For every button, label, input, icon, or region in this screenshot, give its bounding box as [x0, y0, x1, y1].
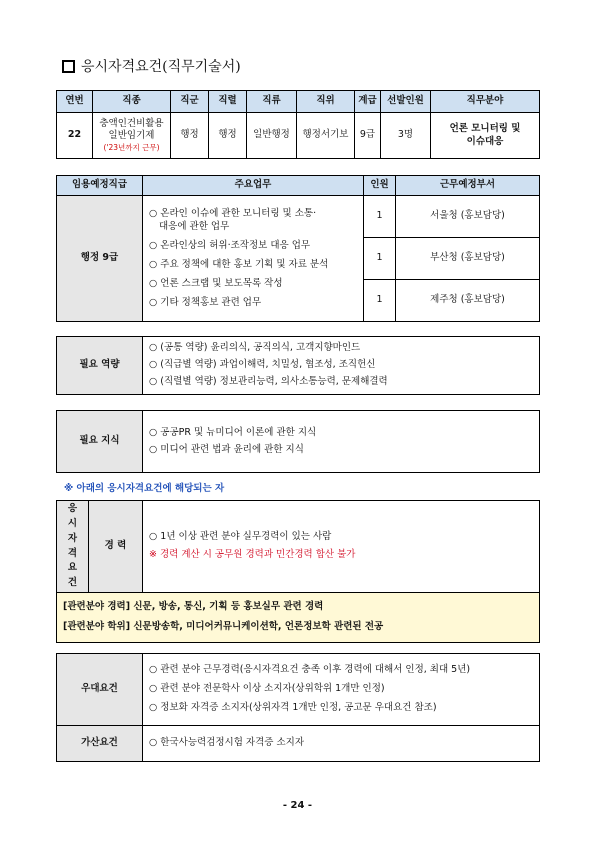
dept-count: 1: [364, 238, 396, 280]
preference-label: 우대요건: [57, 654, 143, 726]
competency-row: [57, 337, 540, 395]
duties-header-row: [57, 176, 540, 196]
job-field-line1: 언론 모니터링 및: [449, 122, 521, 134]
vert-char: 시: [67, 518, 78, 530]
duty-item: ○ 온라인 이슈에 관한 모니터링 및 소통·: [149, 207, 317, 219]
related-field-row: [57, 593, 540, 643]
job-field-cell: [431, 113, 540, 159]
hire-count: 3명: [381, 113, 431, 159]
vert-char: 응: [67, 503, 78, 515]
preference-item: ○ 정보화 자격증 소지자(상위자격 1개만 인정, 공고문 우대요건 참조): [149, 701, 437, 713]
preference-items: [143, 654, 540, 726]
career-warning: ※ 경력 계산 시 공무원 경력과 민간경력 합산 불가: [149, 549, 356, 560]
bonus-row: [57, 726, 540, 762]
header-cell: 주요업무: [143, 176, 364, 196]
job-type-note: ('23년까지 근무): [103, 143, 160, 153]
serial-number: 22: [57, 113, 93, 159]
job-group: 행정: [171, 113, 209, 159]
vert-char: 요: [67, 562, 78, 574]
competency-label: 필요 역량: [57, 337, 143, 395]
related-degree: [관련분야 학위] 신문방송학, 미디어커뮤니케이션학, 언론정보학 관련된 전공: [63, 621, 384, 632]
vert-char: 건: [67, 576, 78, 588]
duty-item: ○ 온라인상의 허위·조작정보 대응 업무: [149, 240, 311, 252]
job-type-cell: [93, 113, 171, 159]
job-position: 행정서기보: [297, 113, 355, 159]
preference-item: ○ 관련 분야 근무경력(응시자격요건 충족 이후 경력에 대해서 인정, 최대 5년): [149, 664, 471, 676]
knowledge-label: 필요 지식: [57, 411, 143, 473]
competency-item: ○ (직급별 역량) 과업이해력, 치밀성, 협조성, 조직헌신: [149, 359, 376, 371]
job-type-line2: 일반임기제: [108, 130, 155, 142]
header-cell: 근무예정부서: [396, 176, 540, 196]
header-cell: 직위: [297, 91, 355, 113]
preference-row: [57, 654, 540, 726]
planned-rank: 행정 9급: [57, 196, 143, 322]
job-class: 일반행정: [247, 113, 297, 159]
competency-item: ○ (공통 역량) 윤리의식, 공직의식, 고객지향마인드: [149, 342, 361, 354]
dept-name: 서울청 (홍보담당): [396, 196, 540, 238]
preference-table: [56, 653, 540, 762]
competency-item: ○ (직렬별 역량) 정보관리능력, 의사소통능력, 문제해결력: [149, 375, 388, 387]
job-info-header-row: [57, 91, 540, 113]
career-item: ○ 1년 이상 관련 분야 실무경력이 있는 사람: [149, 531, 332, 543]
bonus-item: ○ 한국사능력검정시험 자격증 소지자: [143, 726, 540, 762]
related-field-cell: [57, 593, 540, 643]
career-label: 경 력: [89, 501, 143, 593]
header-cell: 계급: [355, 91, 381, 113]
job-grade: 9급: [355, 113, 381, 159]
job-info-row: [57, 113, 540, 159]
duty-item-cont: 대응에 관한 업무: [159, 221, 230, 233]
checkbox-square-icon: [62, 60, 75, 73]
header-cell: 직종: [93, 91, 171, 113]
dept-count: 1: [364, 196, 396, 238]
header-cell: 인원: [364, 176, 396, 196]
related-career: [관련분야 경력] 신문, 방송, 통신, 기획 등 홍보실무 관련 경력: [63, 601, 324, 613]
header-cell: 임용예정직급: [57, 176, 143, 196]
knowledge-items: [143, 411, 540, 473]
duties-row: [57, 196, 540, 238]
knowledge-table: [56, 410, 540, 473]
main-duties-cell: [143, 196, 364, 322]
section-title-text: 응시자격요건(직무기술서): [81, 59, 241, 75]
vert-char: 자: [67, 532, 78, 544]
dept-count: 1: [364, 280, 396, 322]
career-items: [143, 501, 540, 593]
job-info-table: [56, 90, 540, 159]
qualification-note: ※ 아래의 응시자격요건에 해당되는 자: [64, 483, 225, 494]
qualification-vertical-label: [57, 501, 89, 593]
knowledge-row: [57, 411, 540, 473]
duty-item: ○ 주요 정책에 대한 홍보 기획 및 자료 분석: [149, 259, 329, 270]
header-cell: 직류: [247, 91, 297, 113]
knowledge-item: ○ 미디어 관련 법과 윤리에 관한 지식: [149, 443, 304, 455]
header-cell: 연번: [57, 91, 93, 113]
page-number: - 24 -: [282, 800, 313, 811]
header-cell: 직군: [171, 91, 209, 113]
preference-item: ○ 관련 분야 전문학사 이상 소지자(상위학위 1개만 인정): [149, 683, 385, 695]
vert-char: 격: [67, 547, 78, 559]
qualification-table: [56, 500, 540, 643]
header-cell: 직무분야: [431, 91, 540, 113]
dept-name: 제주청 (홍보담당): [396, 280, 540, 322]
header-cell: 선발인원: [381, 91, 431, 113]
job-field-line2: 이슈대응: [466, 135, 504, 147]
job-type-line1: 충액인건비활용: [99, 117, 164, 129]
bonus-label: 가산요건: [57, 726, 143, 762]
job-series: 행정: [209, 113, 247, 159]
competency-items: [143, 337, 540, 395]
duty-item: ○ 기타 정책홍보 관련 업무: [149, 296, 262, 308]
knowledge-item: ○ 공공PR 및 뉴미디어 이론에 관한 지식: [149, 426, 317, 438]
career-row: [57, 501, 540, 593]
dept-name: 부산청 (홍보담당): [396, 238, 540, 280]
header-cell: 직렬: [209, 91, 247, 113]
duties-table: [56, 175, 540, 322]
competency-table: [56, 336, 540, 395]
duty-item: ○ 언론 스크랩 및 보도목록 작성: [149, 277, 283, 289]
section-title: [62, 56, 241, 76]
